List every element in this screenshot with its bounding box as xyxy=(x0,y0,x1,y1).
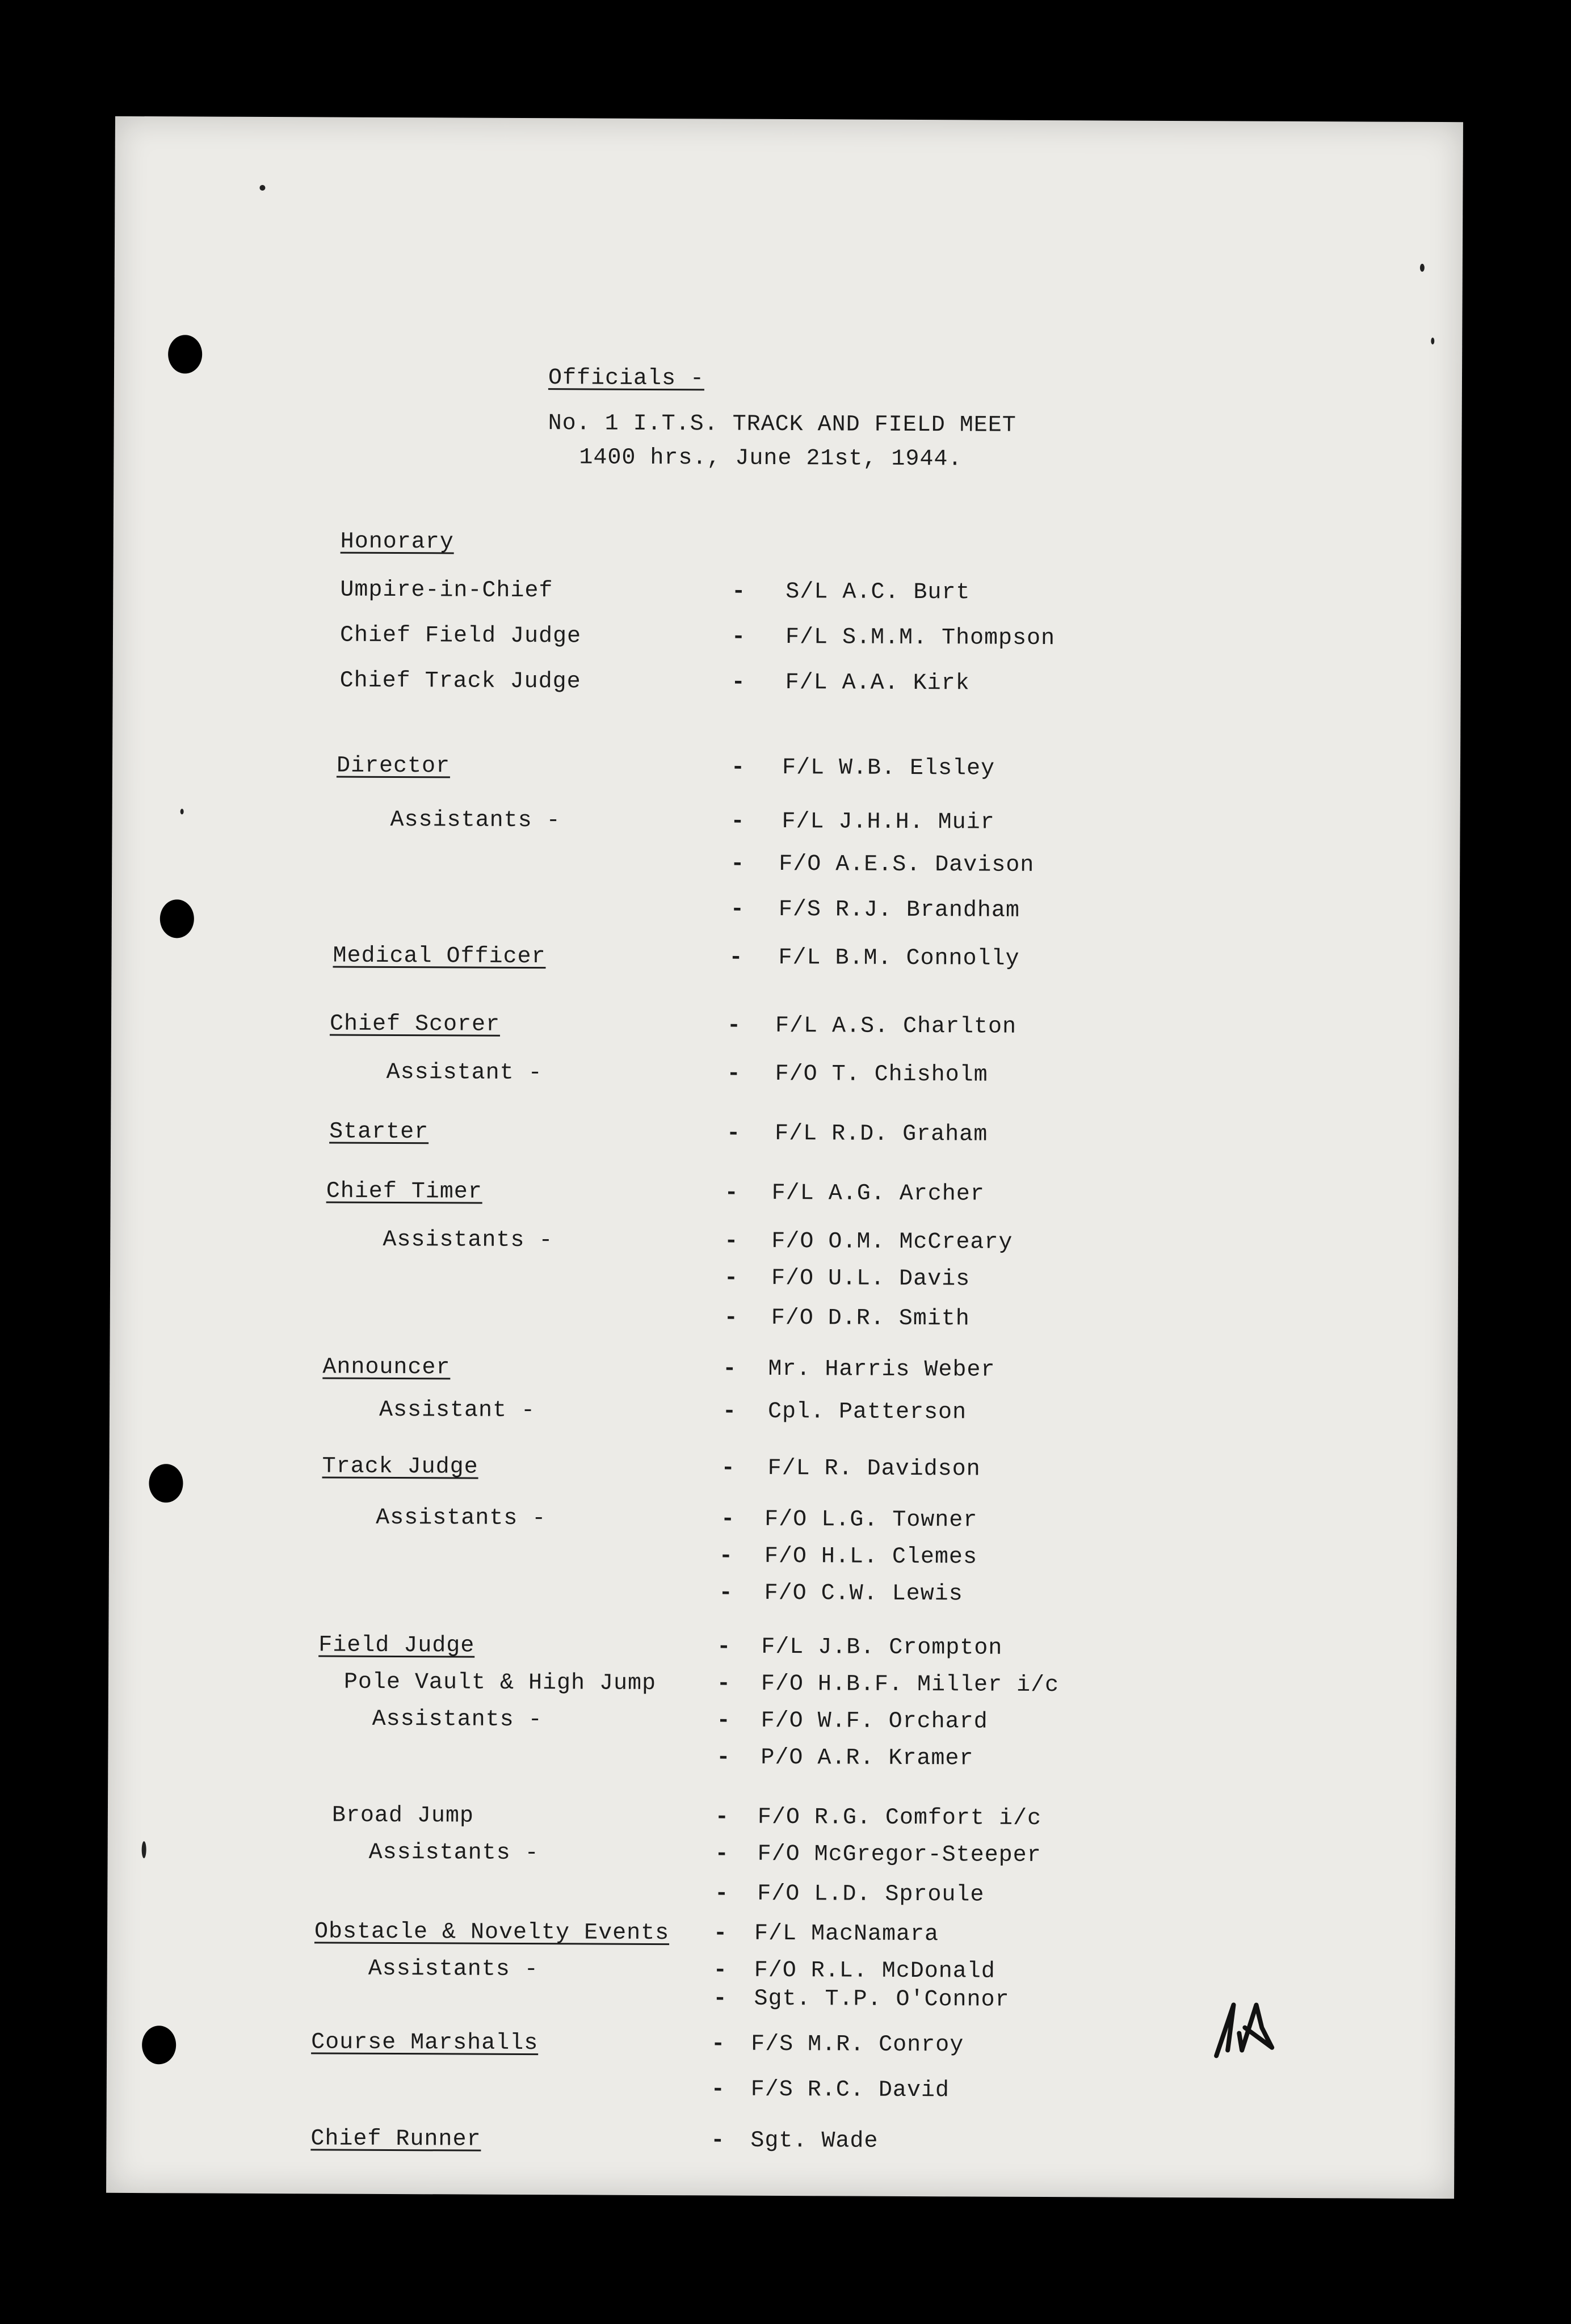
row-value: F/L R.D. Graham xyxy=(775,1121,988,1148)
row-dash: - xyxy=(713,1957,727,1984)
row-dash: - xyxy=(711,2128,725,2154)
row-value: F/L MacNamara xyxy=(754,1921,939,1948)
row-dash: - xyxy=(716,1708,730,1734)
row-label: Assistant - xyxy=(379,1397,536,1424)
speck xyxy=(142,1841,146,1858)
row-label: Assistants - xyxy=(383,1227,553,1254)
row-dash: - xyxy=(713,1921,728,1947)
punch-hole xyxy=(160,899,194,938)
row-dash: - xyxy=(715,1804,729,1830)
row-label: Announcer xyxy=(322,1354,451,1381)
row-dash: - xyxy=(721,1455,735,1481)
document-title: Officials - xyxy=(548,365,705,392)
row-dash: - xyxy=(732,579,746,605)
row-value: S/L A.C. Burt xyxy=(786,579,971,606)
row-value: Sgt. Wade xyxy=(750,2128,879,2154)
row-dash: - xyxy=(713,1986,727,2012)
row-label: Director xyxy=(336,753,451,780)
row-label: Assistants - xyxy=(368,1956,539,1983)
row-dash: - xyxy=(723,1356,737,1382)
row-label: Course Marshalls xyxy=(311,2030,539,2057)
row-value: F/O O.M. McCreary xyxy=(771,1228,1013,1256)
row-label: Obstacle & Novelty Events xyxy=(314,1919,670,1947)
row-label: Track Judge xyxy=(322,1454,478,1480)
row-value: F/L A.G. Archer xyxy=(771,1180,985,1207)
row-value: F/O C.W. Lewis xyxy=(764,1580,963,1607)
punch-hole xyxy=(142,2026,176,2064)
row-value: F/O L.D. Sproule xyxy=(757,1881,985,1908)
row-label: Chief Timer xyxy=(326,1178,482,1205)
row-dash: - xyxy=(726,1061,741,1087)
row-label: Medical Officer xyxy=(333,943,546,970)
row-value: F/L A.A. Kirk xyxy=(785,670,970,697)
row-value: F/L R. Davidson xyxy=(767,1455,981,1483)
row-dash: - xyxy=(715,1841,729,1867)
row-label: Starter xyxy=(329,1119,429,1146)
row-value: Cpl. Patterson xyxy=(767,1399,967,1426)
row-dash: - xyxy=(717,1634,731,1660)
row-dash: - xyxy=(724,1305,738,1331)
row-dash: - xyxy=(716,1671,731,1697)
row-dash: - xyxy=(730,809,745,835)
row-label: Pole Vault & High Jump xyxy=(343,1669,657,1697)
row-label: Chief Scorer xyxy=(329,1011,501,1038)
row-label: Chief Track Judge xyxy=(339,668,581,695)
row-value: F/S R.C. David xyxy=(750,2077,950,2104)
row-value: F/O U.L. Davis xyxy=(771,1265,971,1292)
row-value: F/O L.G. Towner xyxy=(765,1506,978,1534)
row-dash: - xyxy=(724,1180,738,1206)
row-dash: - xyxy=(711,2031,725,2057)
speck xyxy=(1420,264,1425,272)
row-value: F/O R.L. McDonald xyxy=(754,1957,995,1985)
row-dash: - xyxy=(730,896,745,923)
row-label: Chief Field Judge xyxy=(339,622,582,650)
event-title: No. 1 I.T.S. TRACK AND FIELD MEET xyxy=(548,411,1016,439)
row-dash: - xyxy=(715,1881,729,1907)
row-label: Chief Runner xyxy=(310,2126,481,2153)
row-dash: - xyxy=(721,1506,735,1533)
row-label: Umpire-in-Chief xyxy=(340,577,553,604)
row-dash: - xyxy=(730,755,745,781)
row-value: F/O McGregor-Steeper xyxy=(757,1841,1041,1868)
event-date: 1400 hrs., June 21st, 1944. xyxy=(579,445,963,473)
row-value: F/S M.R. Conroy xyxy=(751,2031,964,2058)
row-value: F/L J.B. Crompton xyxy=(761,1634,1003,1661)
row-dash: - xyxy=(711,2077,725,2103)
speck xyxy=(180,809,184,814)
row-value: P/O A.R. Kramer xyxy=(761,1745,974,1772)
punch-hole xyxy=(149,1464,183,1502)
row-value: F/O A.E.S. Davison xyxy=(779,851,1035,878)
row-value: F/O D.R. Smith xyxy=(771,1305,970,1332)
row-value: F/O T. Chisholm xyxy=(775,1061,988,1088)
row-dash: - xyxy=(730,851,745,877)
row-value: F/O H.L. Clemes xyxy=(764,1543,978,1571)
speck xyxy=(1431,338,1434,344)
row-label: Assistants - xyxy=(376,1505,547,1532)
row-value: F/L S.M.M. Thompson xyxy=(785,624,1056,652)
row-label: Broad Jump xyxy=(331,1803,474,1829)
row-label: Assistants - xyxy=(368,1839,539,1867)
row-label: Assistant - xyxy=(386,1059,543,1087)
row-value: F/L J.H.H. Muir xyxy=(782,809,995,836)
row-label: Assistants - xyxy=(372,1706,543,1733)
row-dash: - xyxy=(722,1399,737,1425)
row-value: F/O R.G. Comfort i/c xyxy=(757,1804,1042,1832)
row-value: F/S R.J. Brandham xyxy=(778,896,1020,924)
row-dash: - xyxy=(719,1580,733,1606)
row-dash: - xyxy=(716,1745,730,1771)
row-dash: - xyxy=(724,1228,738,1254)
row-value: Sgt. T.P. O'Connor xyxy=(754,1986,1010,2013)
row-value: F/L W.B. Elsley xyxy=(782,755,995,782)
row-dash: - xyxy=(719,1543,733,1569)
row-value: F/L B.M. Connolly xyxy=(778,945,1020,972)
punch-hole xyxy=(168,335,202,373)
row-label: Field Judge xyxy=(318,1632,475,1659)
row-label: Honorary xyxy=(340,529,454,555)
row-dash: - xyxy=(724,1265,738,1291)
row-value: Mr. Harris Weber xyxy=(768,1356,995,1383)
handwritten-initials xyxy=(1205,1993,1285,2068)
row-value: F/O H.B.F. Miller i/c xyxy=(761,1671,1060,1699)
row-dash: - xyxy=(726,1121,741,1147)
speck xyxy=(259,185,265,191)
row-dash: - xyxy=(731,670,745,696)
document-page xyxy=(106,116,1463,2199)
row-dash: - xyxy=(729,945,743,971)
row-label: Assistants - xyxy=(390,807,561,834)
row-dash: - xyxy=(726,1013,741,1039)
row-value: F/O W.F. Orchard xyxy=(761,1708,988,1735)
row-value: F/L A.S. Charlton xyxy=(775,1013,1017,1040)
row-dash: - xyxy=(731,624,746,650)
